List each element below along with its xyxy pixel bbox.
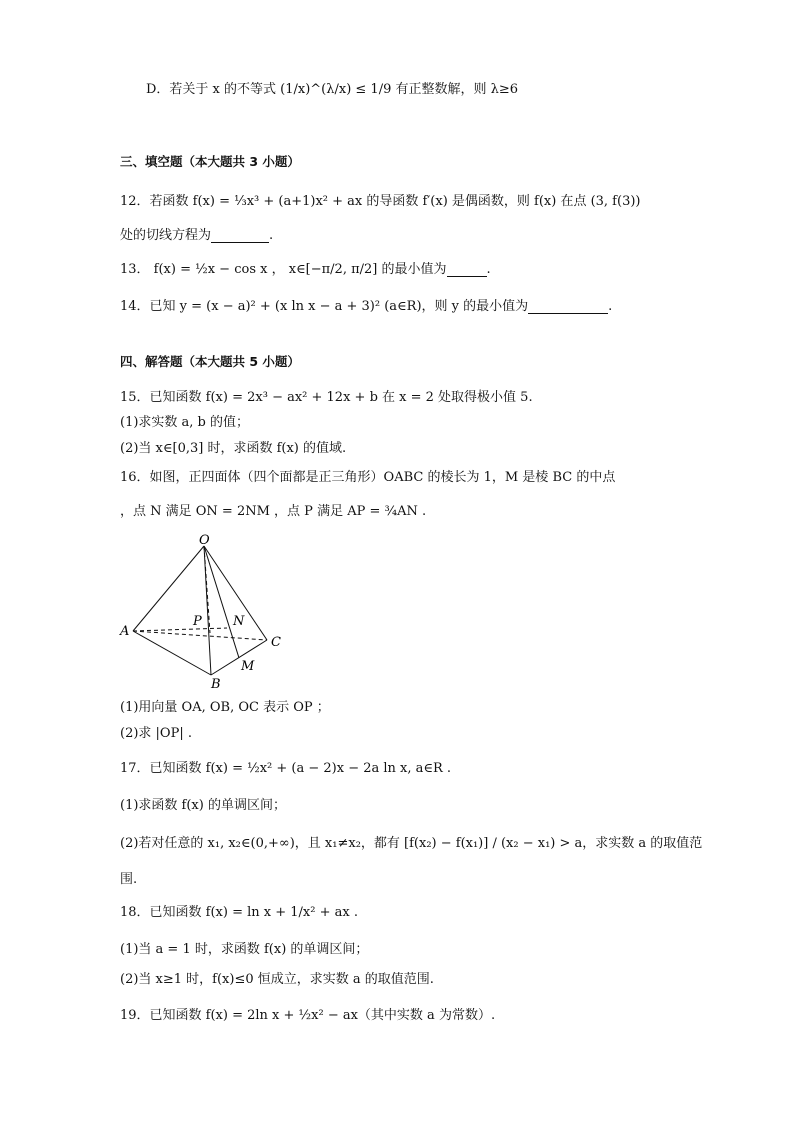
question-16-line2: ，点 N 满足 ON = 2NM ，点 P 满足 AP = ¾AN . bbox=[120, 504, 427, 519]
label-N: N bbox=[233, 614, 245, 629]
label-P: P bbox=[193, 614, 202, 629]
section-fill-in-heading: 三、填空题（本大题共 3 小题） bbox=[120, 154, 300, 169]
question-18: 18．已知函数 f(x) = ln x + 1/x² + ax . bbox=[120, 905, 358, 920]
label-O: O bbox=[199, 533, 210, 548]
question-19: 19．已知函数 f(x) = 2ln x + ½x² − ax（其中实数 a 为常数）. bbox=[120, 1008, 496, 1023]
question-12-line1: 12．若函数 f(x) = ⅓x³ + (a+1)x² + ax 的导函数 f′(x) 是偶函数，则 f(x) 在点 (3, f(3)) bbox=[120, 194, 641, 209]
question-16-line1: 16．如图，正四面体（四个面都是正三角形）OABC 的棱长为 1，M 是棱 BC 的中点 bbox=[120, 470, 616, 485]
question-17-part2-cont: 围. bbox=[120, 872, 138, 887]
question-17-part1: (1)求函数 f(x) 的单调区间； bbox=[120, 798, 286, 813]
question-18-part2: (2)当 x≥1 时，f(x)≤0 恒成立，求实数 a 的取值范围. bbox=[120, 972, 434, 987]
option-d: D．若关于 x 的不等式 (1/x)^(λ/x) ≤ 1/9 有正整数解，则 λ≥6 bbox=[146, 82, 519, 97]
question-15-part2: (2)当 x∈[0,3] 时，求函数 f(x) 的值域. bbox=[120, 441, 347, 456]
question-16-part2: (2)求 |OP| . bbox=[120, 726, 192, 741]
label-B: B bbox=[211, 677, 221, 692]
answer-blank-14 bbox=[528, 299, 608, 314]
question-17-part2: (2)若对任意的 x₁, x₂∈(0,+∞)，且 x₁≠x₂，都有 [f(x₂) − f(x₁)] / (x₂ − x₁) > a，求实数 a 的取值范 bbox=[120, 836, 703, 851]
answer-blank-12 bbox=[211, 228, 269, 243]
section-solve-heading: 四、解答题（本大题共 5 小题） bbox=[120, 354, 300, 369]
label-A: A bbox=[120, 624, 130, 639]
answer-blank-13 bbox=[447, 262, 487, 277]
question-13-text: 13． f(x) = ½x − cos x ， x∈[−π/2, π/2] 的最小值为 bbox=[120, 262, 447, 277]
question-14: 14．已知 y = (x − a)² + (x ln x − a + 3)² (a∈R)，则 y 的最小值为 . bbox=[120, 299, 613, 314]
question-15-part1: (1)求实数 a, b 的值； bbox=[120, 415, 250, 430]
question-12-text: 处的切线方程为 bbox=[120, 228, 212, 243]
question-16-part1: (1)用向量 OA, OB, OC 表示 OP ； bbox=[120, 700, 330, 715]
question-18-part1: (1)当 a = 1 时，求函数 f(x) 的单调区间； bbox=[120, 942, 369, 957]
question-13: 13． f(x) = ½x − cos x ， x∈[−π/2, π/2] 的最小值为 . bbox=[120, 262, 491, 277]
question-17: 17．已知函数 f(x) = ½x² + (a − 2)x − 2a ln x, a∈R . bbox=[120, 761, 452, 776]
tetrahedron-figure bbox=[115, 533, 295, 693]
question-12-line2: 处的切线方程为 . bbox=[120, 228, 274, 243]
question-14-text: 14．已知 y = (x − a)² + (x ln x − a + 3)² (a∈R)，则 y 的最小值为 bbox=[120, 299, 529, 314]
label-M: M bbox=[241, 659, 255, 674]
question-15: 15．已知函数 f(x) = 2x³ − ax² + 12x + b 在 x = 2 处取得极小值 5. bbox=[120, 390, 533, 405]
label-C: C bbox=[271, 635, 281, 650]
